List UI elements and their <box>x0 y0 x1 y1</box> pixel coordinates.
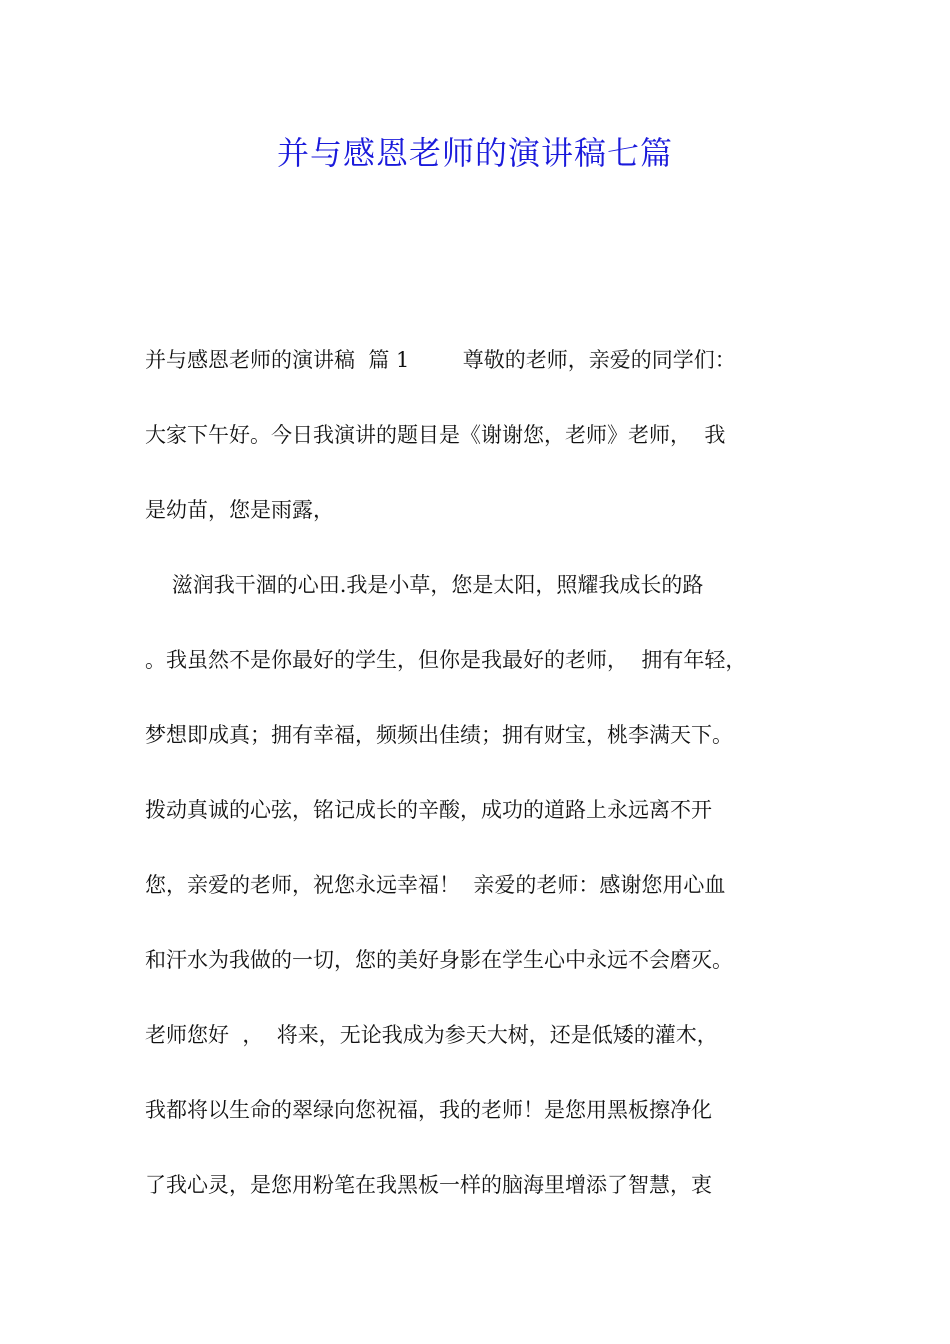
body-line: 。我虽然不是你最好的学生，但你是我最好的老师， 拥有年轻， <box>145 648 747 672</box>
body-line: 并与感恩老师的演讲稿 篇 1 尊敬的老师，亲爱的同学们： <box>145 348 736 372</box>
body-line: 了我心灵，是您用粉笔在我黑板一样的脑海里增添了智慧，衷 <box>145 1173 712 1197</box>
body-line: 您，亲爱的老师，祝您永远幸福！ 亲爱的老师：感谢您用心血 <box>145 873 726 897</box>
body-line: 滋润我干涸的心田.我是小草，您是太阳，照耀我成长的路 <box>145 573 704 597</box>
body-line: 和汗水为我做的一切，您的美好身影在学生心中永远不会磨灭。 <box>145 948 733 972</box>
body-line: 大家下午好。今日我演讲的题目是《谢谢您，老师》老师， 我 <box>145 423 726 447</box>
body-line: 是幼苗，您是雨露， <box>145 498 334 522</box>
document-body <box>145 338 835 1238</box>
body-line: 拨动真诚的心弦，铭记成长的辛酸，成功的道路上永远离不开 <box>145 798 712 822</box>
document-title: 并与感恩老师的演讲稿七篇 <box>276 134 673 172</box>
body-line: 老师您好 ， 将来，无论我成为参天大树，还是低矮的灌木， <box>145 1023 718 1047</box>
body-line: 我都将以生命的翠绿向您祝福，我的老师！是您用黑板擦净化 <box>145 1098 712 1122</box>
body-line: 梦想即成真；拥有幸福，频频出佳绩；拥有财宝，桃李满天下。 <box>145 723 733 747</box>
